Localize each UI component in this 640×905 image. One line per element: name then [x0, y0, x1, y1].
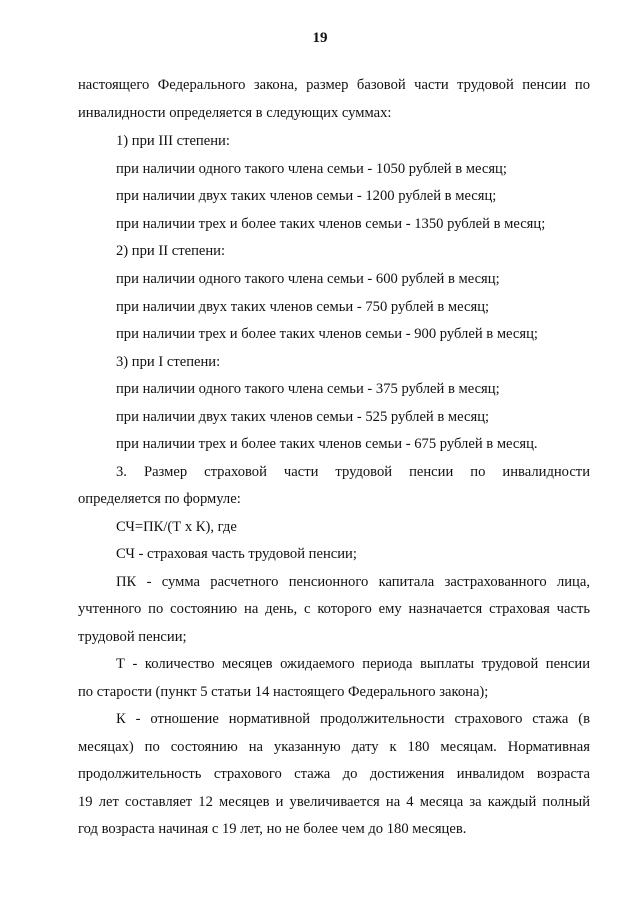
formula-line: СЧ=ПК/(Т х К), где — [116, 519, 237, 535]
text-line: месяцах) по состоянию на указанную дату к 180 месяцам. Нормативная — [78, 739, 590, 755]
text-line: при наличии трех и более таких членов семьи - 900 рублей в месяц; — [116, 326, 538, 342]
text-line: по старости (пункт 5 статьи 14 настоящего Федерального закона); — [78, 684, 489, 700]
text-line: год возраста начиная с 19 лет, но не более чем до 180 месяцев. — [78, 821, 467, 837]
text-line: 19 лет составляет 12 месяцев и увеличивается на 4 месяца за каждый полный — [78, 794, 590, 810]
text-line: ПК - сумма расчетного пенсионного капитала застрахованного лица, — [116, 574, 590, 590]
text-line: Т - количество месяцев ожидаемого периода выплаты трудовой пенсии — [116, 656, 590, 672]
text-line: при наличии трех и более таких членов семьи - 675 рублей в месяц. — [116, 436, 538, 452]
text-line: настоящего Федерального закона, размер базовой части трудовой пенсии по — [78, 77, 590, 93]
text-line: при наличии трех и более таких членов семьи - 1350 рублей в месяц; — [116, 216, 546, 232]
text-line: определяется по формуле: — [78, 491, 241, 507]
text-line: продолжительность страхового стажа до достижения инвалидом возраста — [78, 766, 590, 782]
text-line: при наличии одного такого члена семьи - 600 рублей в месяц; — [116, 271, 500, 287]
text-line: 1) при III степени: — [116, 133, 230, 149]
text-line: при наличии двух таких членов семьи - 750 рублей в месяц; — [116, 299, 490, 315]
text-line: трудовой пенсии; — [78, 629, 187, 645]
text-line: 2) при II степени: — [116, 243, 226, 259]
text-line: СЧ - страховая часть трудовой пенсии; — [116, 546, 357, 562]
text-line: 3) при I степени: — [116, 354, 221, 370]
text-line: при наличии двух таких членов семьи - 1200 рублей в месяц; — [116, 188, 497, 204]
text-line: инвалидности определяется в следующих суммах: — [78, 105, 392, 121]
text-line: при наличии одного такого члена семьи - 375 рублей в месяц; — [116, 381, 500, 397]
text-line: К - отношение нормативной продолжительности страхового стажа (в — [116, 711, 590, 727]
page-number: 19 — [312, 30, 328, 46]
text-line: 3. Размер страховой части трудовой пенсии по инвалидности — [116, 464, 590, 480]
text-line: при наличии двух таких членов семьи - 525 рублей в месяц; — [116, 409, 490, 425]
text-line: учтенного по состоянию на день, с которого ему назначается страховая часть — [78, 601, 590, 617]
text-line: при наличии одного такого члена семьи - 1050 рублей в месяц; — [116, 161, 507, 177]
